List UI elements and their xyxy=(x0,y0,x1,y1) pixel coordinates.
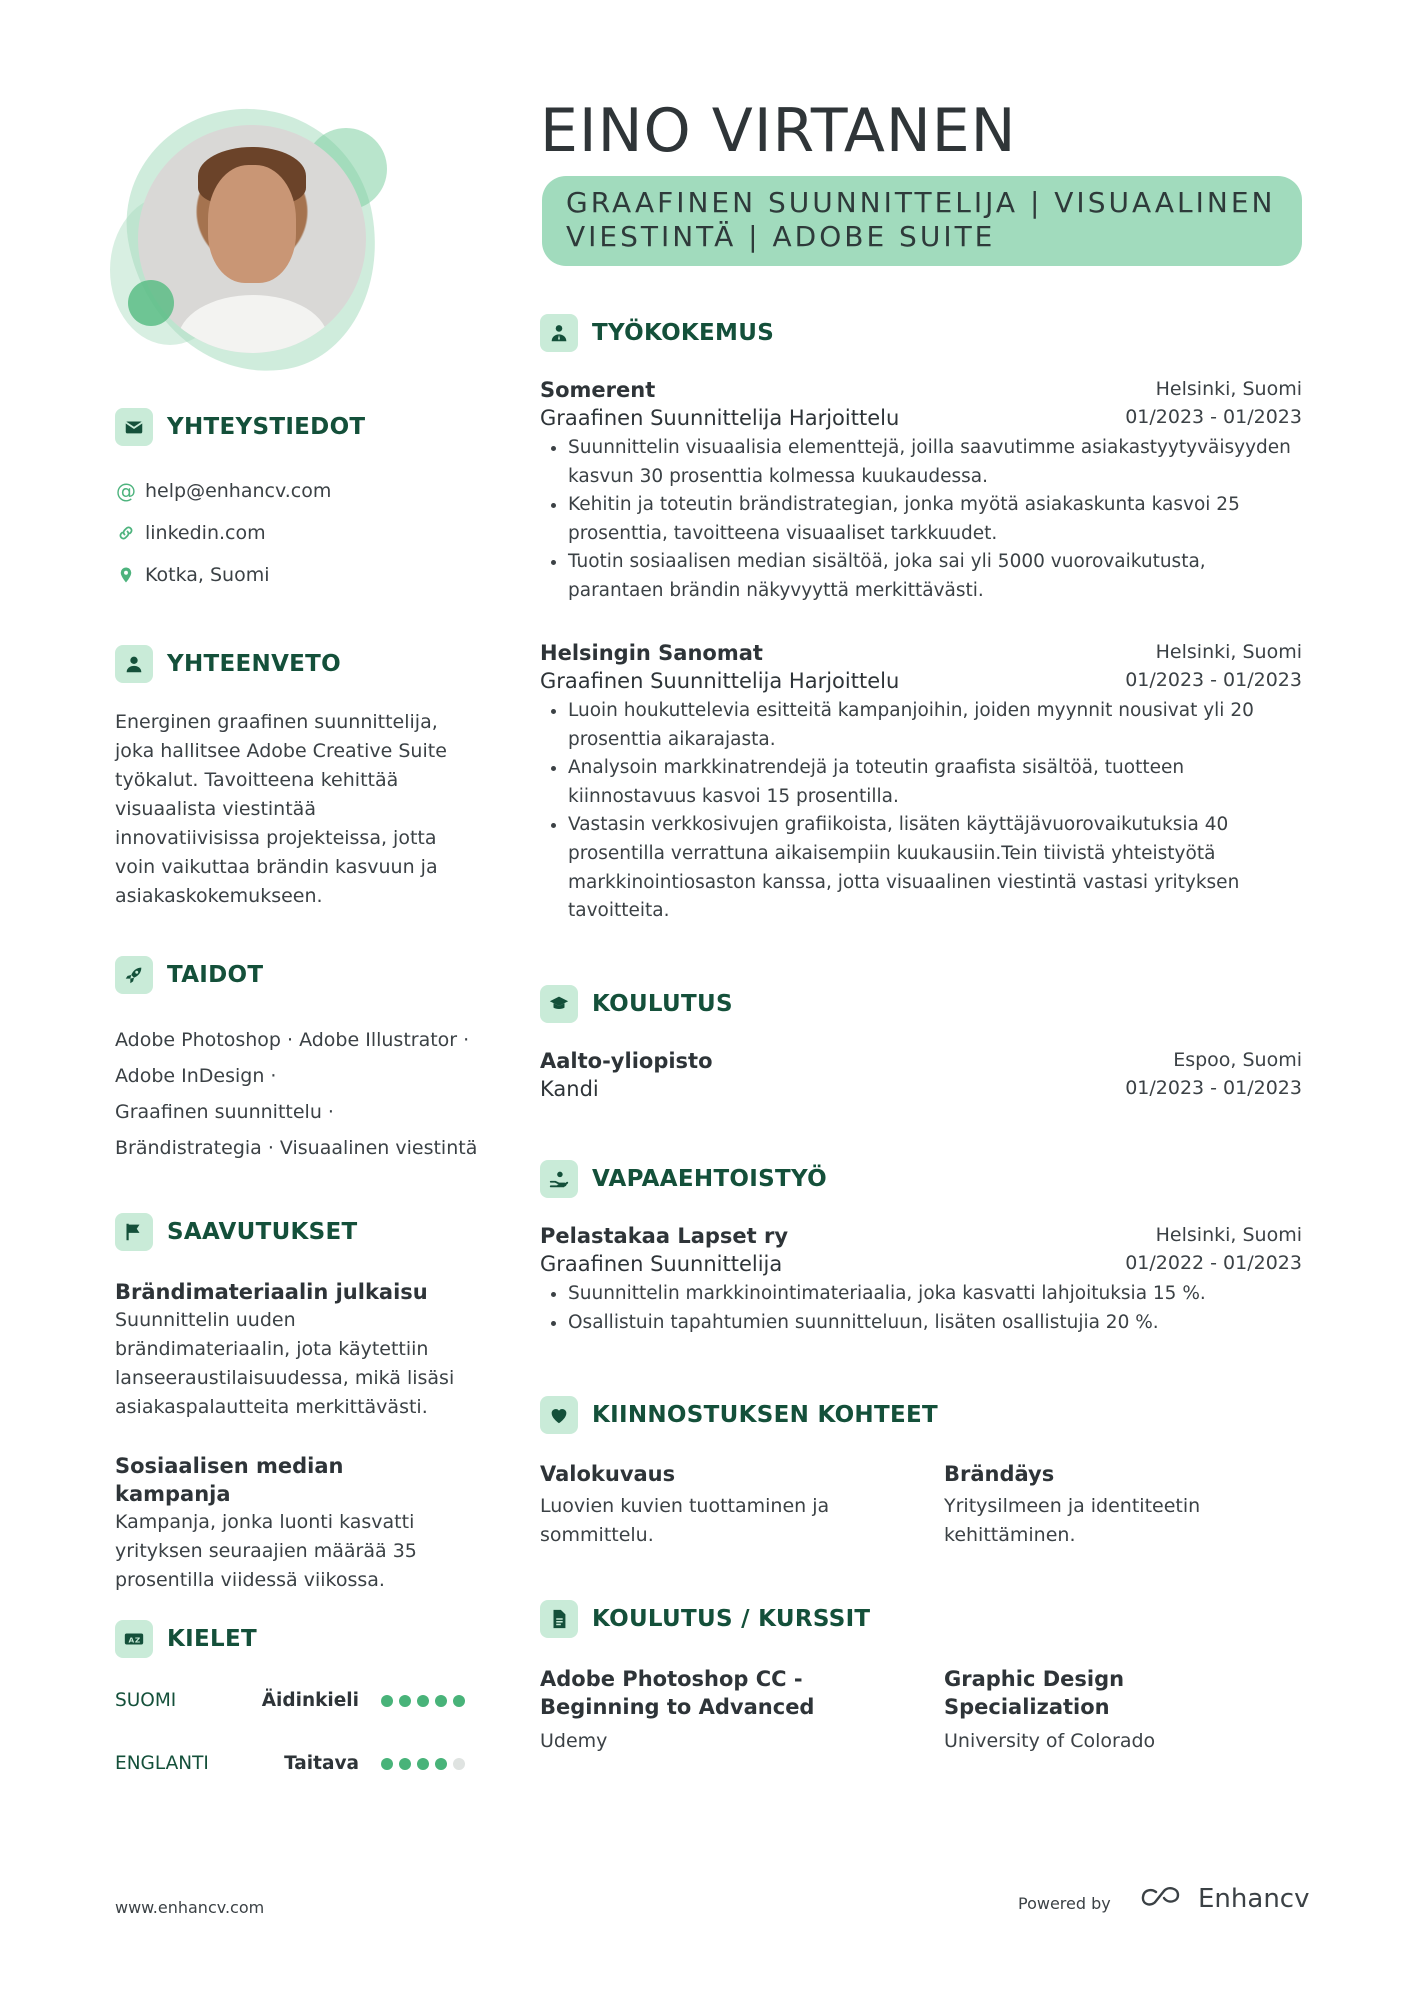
contact-linkedin[interactable]: linkedin.com xyxy=(115,512,331,554)
translate-icon xyxy=(115,1620,153,1658)
heart-icon xyxy=(540,1396,578,1434)
skills-list xyxy=(115,1022,477,1166)
course-provider: University of Colorado xyxy=(944,1730,1156,1752)
school-location: Espoo, Suomi xyxy=(1173,1049,1302,1071)
organization-name: Pelastakaa Lapset ry xyxy=(540,1224,789,1248)
volunteer-item xyxy=(540,1224,1302,1337)
language-row xyxy=(115,1753,465,1774)
section-languages xyxy=(115,1620,257,1658)
powered-by-label: Powered by xyxy=(1018,1894,1111,1913)
section-heading: YHTEYSTIEDOT xyxy=(167,414,366,440)
section-summary xyxy=(115,645,341,683)
section-heading: SAAVUTUKSET xyxy=(167,1219,358,1245)
language-level: Taitava xyxy=(284,1753,359,1774)
language-name: SUOMI xyxy=(115,1690,177,1711)
achievement-item xyxy=(115,1452,460,1595)
company-name: Helsingin Sanomat xyxy=(540,641,763,665)
job-location: Helsinki, Suomi xyxy=(1155,641,1302,663)
summary-text: Energinen graafinen suunnittelija, joka hallitsee Adobe Creative Suite työkalut. Tavoitteena kehittää visuaalista viestintää innovatiivisissa projekteissa, jotta voin vaikuttaa brändin kasvuun ja asiakaskokemukseen. xyxy=(115,711,447,907)
interest-title: Brändäys xyxy=(944,1462,1055,1486)
job-role: Graafinen Suunnittelija Harjoittelu xyxy=(540,406,900,430)
candidate-name: EINO VIRTANEN xyxy=(540,96,1017,166)
graduation-cap-icon xyxy=(540,985,578,1023)
course-provider: Udemy xyxy=(540,1730,608,1752)
section-heading: KIELET xyxy=(167,1626,257,1652)
envelope-icon xyxy=(115,408,153,446)
education-dates: 01/2023 - 01/2023 xyxy=(1125,1077,1302,1099)
section-heading: KIINNOSTUKSEN KOHTEET xyxy=(592,1402,938,1428)
achievement-item xyxy=(115,1278,460,1422)
achievement-title: Brändimateriaalin julkaisu xyxy=(115,1280,428,1304)
section-education xyxy=(540,985,733,1023)
section-achievements xyxy=(115,1213,358,1251)
decorative-dot xyxy=(128,280,174,326)
volunteer-location: Helsinki, Suomi xyxy=(1155,1224,1302,1246)
section-heading: TAIDOT xyxy=(167,962,264,988)
bullet-list xyxy=(540,434,1302,606)
document-icon xyxy=(540,1600,578,1638)
briefcase-person-icon xyxy=(540,314,578,352)
section-heading: YHTEENVETO xyxy=(167,651,342,677)
job-role: Graafinen Suunnittelija Harjoittelu xyxy=(540,669,900,693)
location-pin-icon xyxy=(115,566,137,584)
bullet: • Tuotin sosiaalisen median sisältöä, joka sai yli 5000 vuorovaikutusta, parantaen brändin näkyvyyttä merkittävästi. xyxy=(568,548,1302,605)
svg-text:A: A xyxy=(128,1635,135,1645)
person-icon xyxy=(115,645,153,683)
bullet-list xyxy=(540,1280,1302,1337)
achievement-text: Kampanja, jonka luonti kasvatti yrityksen seuraajien määrää 35 prosentilla viidessä viikossa. xyxy=(115,1511,417,1591)
section-experience xyxy=(540,314,774,352)
bullet: • Analysoin markkinatrendejä ja toteutin graafista sisältöä, tuotteen kiinnostavuus kasvoi 15 prosentilla. xyxy=(568,754,1302,811)
enhancv-logo-icon xyxy=(1138,1886,1188,1912)
flag-icon xyxy=(115,1213,153,1251)
achievement-text: Suunnittelin uuden brändimateriaalin, jota käytettiin lanseeraustilaisuudessa, mikä lisäsi asiakaspalautteita merkittävästi. xyxy=(115,1309,455,1418)
brand-logo[interactable] xyxy=(1138,1884,1309,1914)
interest-text: Luovien kuvien tuottaminen ja sommittelu. xyxy=(540,1495,830,1546)
section-interests xyxy=(540,1396,938,1434)
company-name: Somerent xyxy=(540,378,656,402)
skill-line: Adobe InDesign · xyxy=(115,1065,277,1087)
interest-item xyxy=(944,1460,1244,1550)
bullet: • Kehitin ja toteutin brändistrategian, jonka myötä asiakaskunta kasvoi 25 prosenttia, tavoitteena visuaaliset tarkkuudet. xyxy=(568,491,1302,548)
volunteer-role: Graafinen Suunnittelija xyxy=(540,1252,783,1276)
contact-list xyxy=(115,470,331,596)
contact-email[interactable]: @ help@enhancv.com xyxy=(116,479,332,503)
job-location: Helsinki, Suomi xyxy=(1155,378,1302,400)
course-title: Adobe Photoshop CC - Beginning to Advanced xyxy=(540,1667,815,1719)
language-level: Äidinkieli xyxy=(261,1690,359,1711)
bullet: • Luoin houkuttelevia esitteitä kampanjoihin, joiden myynnit nousivat yli 20 prosenttia aikarajasta. xyxy=(568,697,1302,754)
achievement-title: Sosiaalisen median kampanja xyxy=(115,1454,344,1506)
interest-title: Valokuvaus xyxy=(540,1462,676,1486)
school-name: Aalto-yliopisto xyxy=(540,1049,713,1073)
section-contact xyxy=(115,408,365,446)
contact-location: Kotka, Suomi xyxy=(115,554,331,596)
rocket-icon xyxy=(115,956,153,994)
section-heading: TYÖKOKEMUS xyxy=(592,320,775,346)
bullet: • Suunnittelin markkinointimateriaalia, joka kasvatti lahjoituksia 15 %. xyxy=(568,1280,1302,1309)
avatar xyxy=(138,125,366,353)
bullet: • Vastasin verkkosivujen grafiikoista, lisäten käyttäjävuorovaikutuksia 40 prosentilla verrattuna aikaisempiin kuukausiin.Tein tiivistä yhteistyötä markkinointiosaston kanssa, jotta visuaalinen viestintä vastasi yrityksen tavoitteita. xyxy=(568,811,1302,925)
interest-item xyxy=(540,1460,840,1550)
section-volunteer xyxy=(540,1160,827,1198)
section-heading: KOULUTUS / KURSSIT xyxy=(592,1606,871,1632)
bullet: • Osallistuin tapahtumien suunnitteluun, lisäten osallistujia 20 %. xyxy=(568,1309,1302,1338)
at-icon: @ xyxy=(116,479,136,503)
footer-url[interactable]: www.enhancv.com xyxy=(115,1898,265,1917)
course-item xyxy=(540,1665,840,1756)
proficiency-dots xyxy=(381,1695,465,1707)
section-courses xyxy=(540,1600,870,1638)
bullet: • Suunnittelin visuaalisia elementtejä, joilla saavutimme asiakastyytyväisyyden kasvun 30 prosenttia kolmessa kuukaudessa. xyxy=(568,434,1302,491)
section-heading: VAPAAEHTOISTYÖ xyxy=(592,1166,827,1192)
degree: Kandi xyxy=(540,1077,599,1101)
bullet-list xyxy=(540,697,1302,926)
volunteer-dates: 01/2022 - 01/2023 xyxy=(1125,1252,1302,1274)
proficiency-dots xyxy=(381,1758,465,1770)
experience-item xyxy=(540,641,1302,926)
course-title: Graphic Design Specialization xyxy=(944,1667,1125,1719)
course-item xyxy=(944,1665,1284,1756)
skill-line: Brändistrategia · Visuaalinen viestintä xyxy=(115,1137,478,1159)
job-dates: 01/2023 - 01/2023 xyxy=(1125,406,1302,428)
language-name: ENGLANTI xyxy=(115,1753,209,1774)
interest-text: Yritysilmeen ja identiteetin kehittäminen. xyxy=(944,1495,1201,1546)
skill-line: Adobe Photoshop · Adobe Illustrator · xyxy=(115,1029,470,1051)
language-row xyxy=(115,1690,465,1711)
job-title: GRAAFINEN SUUNNITTELIJA | VISUAALINEN VIESTINTÄ | ADOBE SUITE xyxy=(566,186,1276,253)
experience-item xyxy=(540,378,1302,606)
section-skills xyxy=(115,956,263,994)
education-item xyxy=(540,1049,1302,1101)
profile-photo xyxy=(110,100,400,380)
job-dates: 01/2023 - 01/2023 xyxy=(1125,669,1302,691)
brand-name: Enhancv xyxy=(1198,1884,1310,1914)
section-heading: KOULUTUS xyxy=(592,991,733,1017)
skill-line: Graafinen suunnittelu · xyxy=(115,1101,334,1123)
hand-heart-icon xyxy=(540,1160,578,1198)
svg-text:Z: Z xyxy=(134,1635,141,1645)
link-icon xyxy=(115,524,137,542)
